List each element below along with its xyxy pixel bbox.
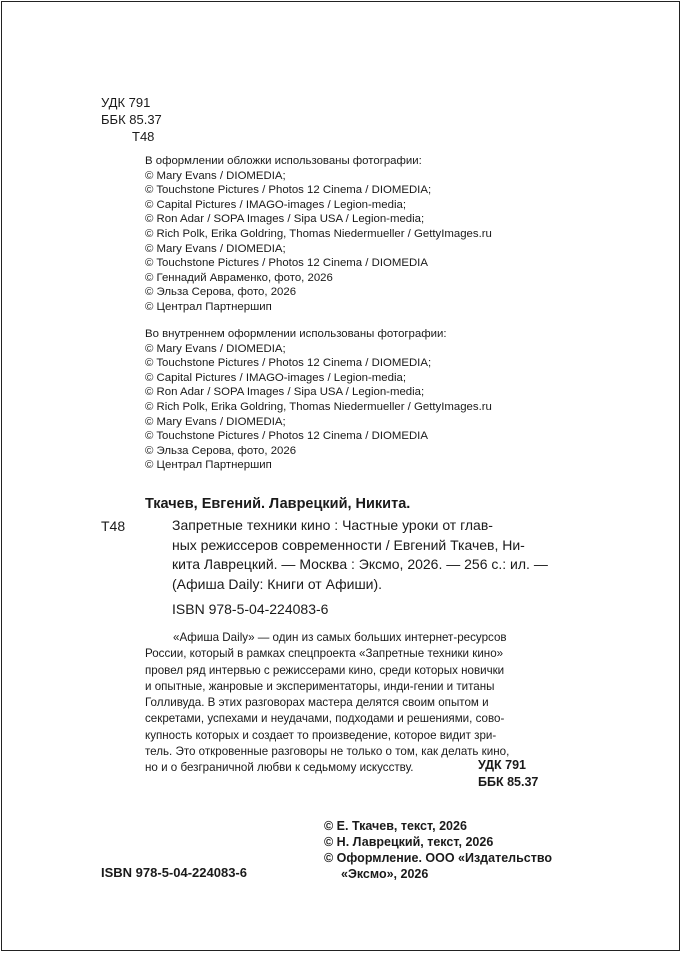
- classification-codes: [101, 94, 162, 145]
- cover-photo-credits: [145, 154, 565, 315]
- udk-code-bottom: УДК 791: [478, 758, 527, 772]
- annotation-abstract: [145, 630, 553, 777]
- bbk-code: ББК 85.37: [101, 112, 162, 127]
- bibliographic-description: [172, 516, 551, 594]
- classification-codes-bottom: [478, 757, 538, 791]
- inner-photo-credits: [145, 327, 565, 473]
- credit-line: © Mary Evans / DIOMEDIA;: [145, 415, 286, 428]
- credit-line: © Ron Adar / SOPA Images / Sipa USA / Legion-media;: [145, 386, 425, 399]
- description-line: Запретные техники кино : Частные уроки от глав-: [172, 517, 493, 533]
- copyright-line: «Эксмо», 2026: [341, 867, 429, 881]
- abstract-line: «Афиша Daily» — один из самых больших интернет-ресурсов: [173, 631, 507, 644]
- copyright-block: [324, 818, 552, 882]
- abstract-line: но и о безграничной любви к седьмому искусству.: [145, 761, 414, 775]
- credit-line: © Capital Pictures / IMAGO-images / Legion-media;: [145, 371, 406, 384]
- description-line: ных режиссеров современности / Евгений Ткачев, Ни-: [172, 536, 525, 553]
- credit-line: © Touchstone Pictures / Photos 12 Cinema / DIOMEDIA: [145, 257, 428, 270]
- credit-line: © Mary Evans / DIOMEDIA;: [145, 342, 286, 355]
- cutter-code-catalog: Т48: [101, 518, 126, 534]
- abstract-line: секретами, успехами и неудачами, подходами и решениями, сово-: [145, 712, 505, 726]
- inner-credits-heading: Во внутреннем оформлении использованы фотографии:: [145, 328, 447, 340]
- isbn-bottom: ISBN 978-5-04-224083-6: [101, 865, 247, 880]
- bbk-code-bottom: ББК 85.37: [478, 775, 539, 789]
- credit-line: © Touchstone Pictures / Photos 12 Cinema / DIOMEDIA;: [145, 184, 432, 197]
- udk-code: УДК 791: [101, 95, 151, 110]
- abstract-line: Голливуда. В этих разговорах мастера делятся своим опытом и: [145, 696, 489, 710]
- credit-line: © Mary Evans / DIOMEDIA;: [145, 169, 286, 182]
- copyright-line: © Е. Ткачев, текст, 2026: [324, 819, 467, 833]
- credit-line: © Touchstone Pictures / Photos 12 Cinema / DIOMEDIA: [145, 430, 428, 443]
- credit-line: © Rich Polk, Erika Goldring, Thomas Niedermueller / GettyImages.ru: [145, 227, 492, 240]
- credit-line: © Эльза Серова, фото, 2026: [145, 286, 297, 299]
- description-line: кита Лаврецкий. — Москва : Эксмо, 2026. — 256 с.: ил. —: [172, 556, 548, 572]
- abstract-line: России, который в рамках спецпроекта «Запретные техники кино»: [145, 647, 504, 661]
- cover-credits-heading: В оформлении обложки использованы фотографии:: [145, 155, 422, 167]
- description-line: (Афиша Daily: Книги от Афиши).: [172, 575, 383, 592]
- credit-line: © Mary Evans / DIOMEDIA;: [145, 242, 286, 255]
- credit-line: © Эльза Серова, фото, 2026: [145, 444, 297, 457]
- abstract-line: и опытные, жанровые и экспериментаторы, инди-гении и титаны: [145, 679, 495, 693]
- credit-line: © Геннадий Авраменко, фото, 2026: [145, 271, 333, 284]
- abstract-line: провел ряд интервью с режиссерами кино, среди которых новички: [145, 663, 505, 677]
- copyright-line: © Оформление. ООО «Издательство: [324, 851, 552, 865]
- credit-line: © Capital Pictures / IMAGO-images / Legion-media;: [145, 198, 406, 211]
- credit-line: © Централ Партнершип: [145, 300, 272, 313]
- authors-heading: Ткачев, Евгений. Лаврецкий, Никита.: [145, 496, 411, 512]
- credit-line: © Touchstone Pictures / Photos 12 Cinema / DIOMEDIA;: [145, 357, 432, 370]
- abstract-line: купность которых и создает то произведение, которое видит зри-: [145, 728, 497, 742]
- copyright-line: © Н. Лаврецкий, текст, 2026: [324, 835, 494, 849]
- isbn-catalog: ISBN 978-5-04-224083-6: [172, 601, 329, 617]
- credit-line: © Rich Polk, Erika Goldring, Thomas Niedermueller / GettyImages.ru: [145, 400, 492, 413]
- credit-line: © Централ Партнершип: [145, 459, 272, 472]
- abstract-line: тель. Это откровенные разговоры не только о том, как делать кино,: [145, 745, 510, 759]
- credit-line: © Ron Adar / SOPA Images / Sipa USA / Legion-media;: [145, 213, 425, 226]
- cutter-code: Т48: [132, 129, 155, 144]
